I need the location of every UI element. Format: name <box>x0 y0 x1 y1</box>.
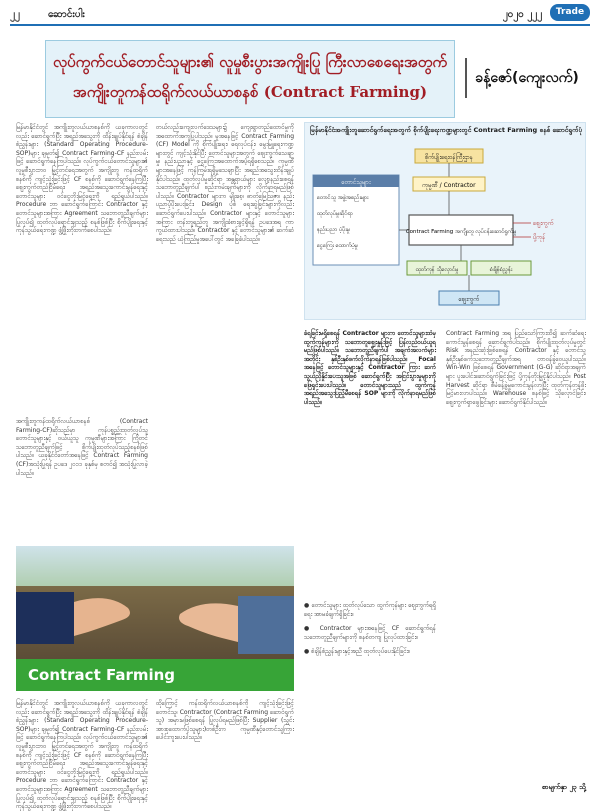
diagram-left-line: ထုတ်လုပ်မှုဆိုင်ရာ <box>317 211 353 217</box>
contract-farming-diagram <box>304 122 586 320</box>
diagram-left-box <box>313 175 399 265</box>
diagram-final-text: ဈေးကွက် <box>458 296 480 303</box>
handshake-photo <box>16 546 294 691</box>
photo-caption: Contract Farming <box>16 659 294 691</box>
page-number: ၂၂ <box>10 9 20 20</box>
body-column-4: Contract Farming အရ ပြည်သော်ကြားထိ၍ ဆက်ဆံရေးကောင်းမွန်စေရန် ဆောင်ရွက်ပါသည်။ စိုက်ပျိုးထုတ်လုပ်မှုတွင် Risk အနည်းဆုံးဖြစ်စေရန် Contractor နှင့် တောင်သူ နှစ်ဦးနှစ်ဖက်သဘောတူညီချက်အရ တာဝန်ခွဲဝေယူပါသည်။ Win-Win ဖြစ်စေရန် Government (G-G) ဆိုင်ရာအချက်များ ပူးပေါင်းဆောင်ရွက်ခြင်းဖြင့် ပို့ကုန်တိုးမြှင့်နိုင်ပါသည်။ Post Harvest ဆိုင်ရာ စီမံခန့်ခွဲမှုကောင်းမွန်လာပြီး ထုတ်ကုန်တန်ဖိုးမြင့်မားလာပါသည်။ Warehouse စနစ်ဖြင့် သိုလှောင်ခြင်း၊ ဈေးကွက်ရှာဖွေခြင်းများ ဆောင်ရွက်နိုင်ပါသည်။ <box>446 330 586 406</box>
body-column-2b: ထိုကြောင့် ကန်ထရိုက်လယ်ယာစနစ်ကို ကျင့်သုံးခြင်းဖြင့် တောင်သူ၊ Contractor (Contract Farming ဆောင်ရွက်သူ) အမှားမဖြစ်စေရန် ပြုလုပ်ရမည်ဖြစ်ပြီး Supplier (သွင်းအားစုထောက်ပံ့သူများ)တစ်ဦးက ကုမ္ပဏီနှင့်တောင်သူကြား ပေါင်းကူးပေးပါသည်။ <box>156 700 294 742</box>
body-column-1a: မြန်မာနိုင်ငံတွင် အကျိုးတူလယ်ယာစနစ်ကို ယခုကာလတွင်လည်း ဆောင်ရွက်ပြီး အရည်အသွေးကို ထိန်းချုပ်နိုင်ရန် စံချိန်စံညွှန်းများ (Standard Operating Procedure- SOP)များ ချမှတ်၍ Contract Farming-CF နည်းလမ်းဖြင့် ဆောင်ရွက်နေကြပါသည်။ လုပ်ကွက်ငယ်တောင်သူများ၏ လူမှုစီးပွားဘဝ မြှင့်တင်ရေးအတွက် အကျိုးတူ ကန်ထရိုက်စနစ်ကို ကျင့်သုံးခြင်းဖြင့် CF စနစ်ကို ဆောင်ရွက်နေကြပြီး ဈေးကွက်တည်ငြိမ်ရေး၊ အရည်အသွေးကောင်းမွန်ရေးနှင့် တောင်သူများ ဝင်ငွေတိုးမြင့်ရေးကို ရည်ရွယ်ပါသည်။ Procedure ဘာ ဆောင်ရွက်ကြောင်း Contractor နှင့် တောင်သူများအကြား Agreement သဘောတူညီချက်များပြုလုပ်၍ ထုတ်လုပ်ရောင်းချသည့် စနစ်ဖြစ်ပြီး စိုက်ပျိုးရေးနှင့်ကုန်သွယ်ရေးကဏ္ဍ ဖွံ့ဖြိုးတိုးတက်စေပါသည်။ <box>16 124 148 235</box>
title-box <box>45 40 455 118</box>
page-header <box>10 7 590 21</box>
diagram-title: မြန်မာနိုင်ငံအကျိုးတူဆောင်ရွက်ရေးအတွက် စိုက်ပျိုးရေးကဏ္ဍများတွင် Contract Farming စနစ် ဆောင်ရွက်ပုံ <box>309 126 583 134</box>
bullet-item: ● တောင်သူများ ထုတ်လုပ်သော ထွက်ကုန်များ ဈေးကွက်ရရှိရေး အာမခံချက်ရှိခြင်း။ <box>304 602 436 618</box>
body-column-1b: အကျိုးတူကန်ထရိုက်လယ်ယာစနစ် (Contract Farming-CF)ဆိုသည်မှာ ကုန်ပစ္စည်းထုတ်လုပ်သူ တောင်သူများနှင့် ဝယ်ယူသူ ကုမ္ပဏီများအကြား ကြိုတင်သဘောတူညီချက်ဖြင့် စိုက်ပျိုးထုတ်လုပ်သည့်စနစ်ဖြစ်ပါသည်။ ယခုနိုင်ငံတော်အနေဖြင့် Contract Farming (CF)အသုံးပြုရန် ဥပဒေ ၂၀၁၁ ခုနှစ်မှ စတင်၍ အသုံးပြုလာခဲ့ပါသည်။ <box>16 418 148 477</box>
body-column-2: တယ်လည်းကျေးလက်ဒေသများ၌ ကျေးရွာတည်ထောင်မှုကိုအထောက်အကူပြုပါသည်။ မူအနေဖြင့် Contract Farming (CF) Model ကို စိုက်ပျိုးရေး၊ ရေလုပ်ငန်း၊ မွေးမြူရေးကဏ္ဍများတွင် ကျင့်သုံးနိုင်ပြီး တောင်သူများအတွက် ဈေးကွက်သေချာမှု၊ နည်းပညာနှင့် ငွေကြေးအထောက်အပံ့ရရှိစေသည်။ ကုမ္ပဏီများအနေဖြင့် ကုန်ကြမ်းရရှိမှုသေချာပြီး အရည်အသွေးထိန်းချုပ်နိုင်ပါသည်။ ထုတ်လုပ်မှုဆိုင်ရာ အန္တရာယ်များ လျော့နည်းစေရန် သဘောတူညီချက်ပါ စည်းကမ်းချက်များကို လိုက်နာရမည်ဖြစ်ပါသည်။ Contractor များက မျိုးစေ့၊ ဓာတ်မြေဩဇာ၊ နည်းပညာပံ့ပိုးပေးခြင်း၊ Design ပုံစံ ရေးဆွဲခြင်းများကိုလည်း ဆောင်ရွက်ပေးပါသည်။ Contractor များနှင့် တောင်သူများအကြား တန်းတူရည်တူ အကျိုးခံစားခွင့်ရှိရန် ဥပဒေအရ ကာကွယ်ထားပါသည်။ Contractor နှင့် တောင်သူများ၏ ဆက်ဆံရေးသည် ယုံကြည်မှုအပေါ်တွင် အခြေခံပါသည်။ <box>156 124 294 243</box>
diagram-left-line: နည်းပညာ ပံ့ပိုးမှု <box>317 227 350 233</box>
article-title-line-2: အကျိုးတူကန်ထရိုက်လယ်ယာစနစ် (Contract Farming) <box>72 83 428 101</box>
bullet-item: ● Contractor များအနေဖြင့် CF ဆောင်ရွက်ရန် သဘောတူညီချက်များကို စနစ်တကျ ပြုလုပ်ထားခြင်း။ <box>304 625 436 641</box>
bullet-list <box>304 602 436 780</box>
article-author: ခန့်ဇော်(ကျေးလက်) <box>465 58 587 98</box>
diagram-bottom-text-2: စံချိန်စံညွှန်း <box>489 267 513 273</box>
body-column-3: ခံရခြင်းမရှိစေရန် Contractor များက တောင်သူများထံမှ ထွက်ကုန်များကို သဘောတူဈေးနှုန်းဖြင့် ပြန်လည်ဝယ်ယူရမည်ဖြစ်ပါသည်။ သဘောတူညီချက်ပါ အချက်အလက်များအတိုင်း နှစ်ဦးနှစ်ဖက်လိုက်နာရန်ဖြစ်ပါသည်။ Focal အနေဖြင့် တောင်သူများနှင့် Contractor ကြား ဆက်သွယ်ညှိနှိုင်းပေးသူအဖြစ် ဆောင်ရွက်ပြီး အငြင်းပွားမှုများကို ဖြေရှင်းပေးပါသည်။ တောင်သူများသည် ထွက်ကုန်အရည်အသွေးပြည့်မီစေရန် SOP များကို လိုက်နာရမည်ဖြစ်ပါသည်။ <box>304 330 436 406</box>
body-column-1c: မြန်မာနိုင်ငံတွင် အကျိုးတူလယ်ယာစနစ်ကို ယခုကာလတွင်လည်း ဆောင်ရွက်ပြီး အရည်အသွေးကို ထိန်းချုပ်နိုင်ရန် စံချိန်စံညွှန်းများ (Standard Operating Procedure- SOP)များ ချမှတ်၍ Contract Farming-CF နည်းလမ်းဖြင့် ဆောင်ရွက်နေကြပါသည်။ လုပ်ကွက်ငယ်တောင်သူများ၏ လူမှုစီးပွားဘဝ မြှင့်တင်ရေးအတွက် အကျိုးတူ ကန်ထရိုက်စနစ်ကို ကျင့်သုံးခြင်းဖြင့် CF စနစ်ကို ဆောင်ရွက်နေကြပြီး ဈေးကွက်တည်ငြိမ်ရေး၊ အရည်အသွေးကောင်းမွန်ရေးနှင့် တောင်သူများ ဝင်ငွေတိုးမြင့်ရေးကို ရည်ရွယ်ပါသည်။ Procedure ဘာ ဆောင်ရွက်ကြောင်း Contractor နှင့် တောင်သူများအကြား Agreement သဘောတူညီချက်များပြုလုပ်၍ ထုတ်လုပ်ရောင်းချသည့် စနစ်ဖြစ်ပြီး စိုက်ပျိုးရေးနှင့်ကုန်သွယ်ရေးကဏ္ဍ ဖွံ့ဖြိုးတိုးတက်စေပါသည်။ <box>16 700 148 811</box>
diagram-left-title: တောင်သူများ <box>341 179 371 186</box>
diagram-mid-text: ကုမ္ပဏီ / Contractor <box>422 182 476 189</box>
issue-date: ၂၀၂၀ ၂၂၂ <box>502 9 542 20</box>
header-rule <box>10 24 590 26</box>
diagram-center-text: Contract Farming အကျိုးတူ လုပ်ငန်းဆောင်ရွက်မှု <box>405 229 517 235</box>
diagram-bottom-text-1: ထုတ်ကုန် သိုလှောင်မှု <box>415 267 459 273</box>
diagram-canvas <box>305 123 587 321</box>
bullet-item: ● စံချိန်စံညွှန်းများနှင့်အညီ ထုတ်လုပ်ပေးနိုင်ခြင်း။ <box>304 648 411 656</box>
diagram-top-text: စိုက်ပျိုးရေးဝန်ကြီးဌာန <box>424 154 474 161</box>
article-title-line-1: လုပ်ကွက်ငယ်တောင်သူများ၏ လူမှုစီးပွားအကျိုးပြု ကြီးလာစေရေးအတွက် <box>52 53 447 71</box>
diagram-left-line: ငွေကြေး ထောက်ပံ့မှု <box>317 243 358 249</box>
diagram-right-label-2: ပို့ကုန် <box>533 234 546 241</box>
diagram-right-label-1: ဈေးကွက် <box>533 220 554 227</box>
brand-logo: Trade <box>550 4 590 21</box>
diagram-left-line: တောင်သူ အဖွဲ့အစည်းများ <box>317 195 369 201</box>
continue-note: စာမျက်နှာ ၂၃ သို့ <box>541 783 586 791</box>
section-label: ဆောင်းပါး <box>48 9 85 20</box>
